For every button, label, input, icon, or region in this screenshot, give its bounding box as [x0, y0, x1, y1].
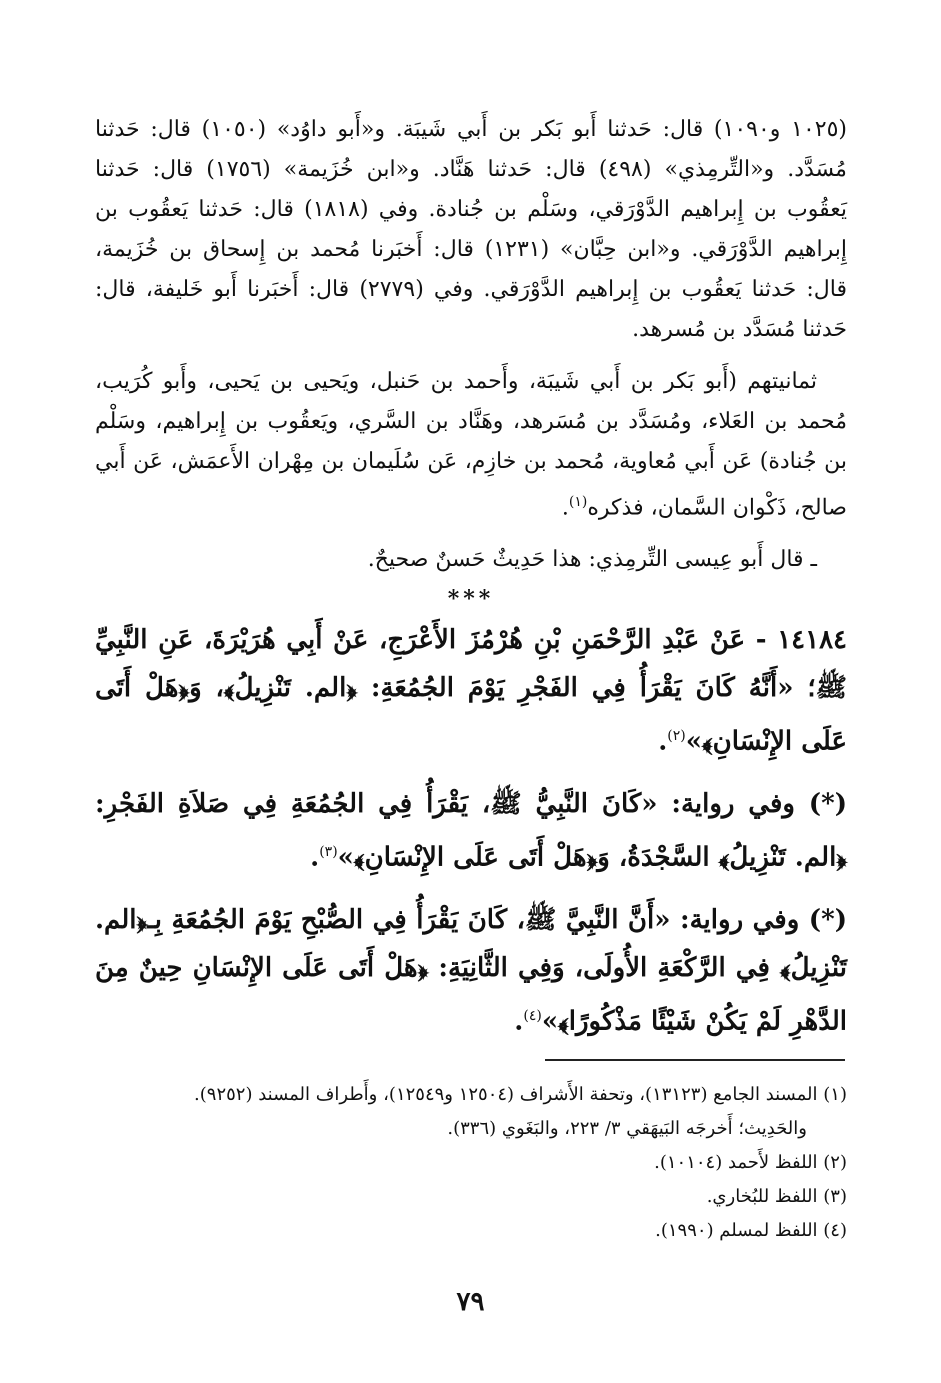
hadith-riwaya-1: (*) وفي رواية: «كَانَ النَّبِيُّ ﷺ، يَقْرَأُ فِي الجُمُعَةِ فِي صَلاَةِ الفَجْرِ: ﴿الم. تَنْزِيلُ﴾ السَّجْدَةُ، وَ﴿هَلْ أَتَى عَلَى الإِنْسَانِ﴾»$^{(٣)}$.: [95, 788, 847, 873]
tirmidhi-grading: ـ قال أَبو عِيسى التِّرمِذي: هذا حَدِيثٌ حَسنٌ صحيحٌ.: [367, 547, 817, 573]
hadith-main-text: - عَنْ عَبْدِ الرَّحْمَنِ بْنِ هُرْمُزَ الأَعْرَجِ، عَنْ أَبِي هُرَيْرَةَ، عَنِ النَّبِيِّ ﷺ؛ «أَنَّهُ كَانَ يَقْرَأُ فِي الفَجْرِ يَوْمَ الجُمُعَةِ: ﴿الم. تَنْزِيلُ﴾، وَ﴿هَلْ أَتَى عَلَى الإِنْسَانِ﴾»: [95, 625, 847, 757]
footnote-4: (٤) اللفظ لمسلم (١٩٩٠).: [655, 1220, 847, 1241]
footnote-divider: [545, 1059, 845, 1061]
hadith-main: ١٤١٨٤ - عَنْ عَبْدِ الرَّحْمَنِ بْنِ هُرْمُزَ الأَعْرَجِ، عَنْ أَبِي هُرَيْرَةَ، عَنِ النَّبِيِّ ﷺ؛ «أَنَّهُ كَانَ يَقْرَأُ فِي الفَجْرِ يَوْمَ الجُمُعَةِ: ﴿الم. تَنْزِيلُ﴾، وَ﴿هَلْ أَتَى عَلَى الإِنْسَانِ﴾»$^{(٢)}$.: [95, 625, 848, 757]
footnotes: [95, 1078, 847, 1248]
footnote-1: (١) المسند الجامع (١٣١٢٣)، وتحفة الأَشراف (١٢٥٠٤ و١٢٥٤٩)، وأَطراف المسند (٩٢٥٢).: [194, 1084, 847, 1105]
paragraph-narrators: ثمانيتهم (أَبو بَكر بن أَبي شَيبَة، وأَحمد بن حَنبل، ويَحيى بن يَحيى، وأَبو كُرَيب، مُحمد بن العَلاء، ومُسَدَّد بن مُسَرهد، وهَنَّاد بن السَّري، ويَعقُوب بن إِبراهيم، وسَلْم بن جُنادة) عَن أَبي مُعاوية، مُحمد بن خازِم، عَن سُلَيمان بن مِهْران الأَعمَش، عَن أَبي صالح، ذَكْوان السَّمان، فذكره$^{(١)}$.: [95, 369, 847, 521]
footnote-2: (٢) اللفظ لأَحمد (١٠١٠٤).: [654, 1152, 847, 1173]
riwaya-1-text: (*) وفي رواية: «كَانَ النَّبِيُّ ﷺ، يَقْرَأُ فِي الجُمُعَةِ فِي صَلاَةِ الفَجْرِ: ﴿الم. تَنْزِيلُ﴾ السَّجْدَةُ، وَ﴿هَلْ أَتَى عَلَى الإِنْسَانِ﴾»: [95, 788, 847, 873]
riwaya-2-text: (*) وفي رواية: «أَنَّ النَّبِيَّ ﷺ، كَانَ يَقْرَأُ فِي الصُّبْحِ يَوْمَ الجُمُعَةِ بِـ﴿الم. تَنْزِيلُ﴾ فِي الرَّكْعَةِ الأُولَى، وَفِي الثَّانِيَةِ: ﴿هَلْ أَتَى عَلَى الإِنْسَانِ حِينٌ مِنَ الدَّهْرِ لَمْ يَكُنْ شَيْئًا مَذْكُورًا﴾»: [95, 904, 847, 1037]
footnote-ref-3: (٣): [319, 843, 338, 860]
hadith-riwaya-2: (*) وفي رواية: «أَنَّ النَّبِيَّ ﷺ، كَانَ يَقْرَأُ فِي الصُّبْحِ يَوْمَ الجُمُعَةِ بِـ﴿الم. تَنْزِيلُ﴾ فِي الرَّكْعَةِ الأُولَى، وَفِي الثَّانِيَةِ: ﴿هَلْ أَتَى عَلَى الإِنْسَانِ حِينٌ مِنَ الدَّهْرِ لَمْ يَكُنْ شَيْئًا مَذْكُورًا﴾»$^{(٤)}$.: [95, 904, 847, 1037]
section-separator: ***: [447, 586, 495, 613]
paragraph-sources-text: (١٠٢٥ و١٠٩٠) قال: حَدثنا أَبو بَكر بن أَبي شَيبَة. و«أَبو داوُد» (١٠٥٠) قال: حَدثنا مُسَدَّد. و«التِّرمِذي» (٤٩٨) قال: حَدثنا هَنَّاد. و«ابن خُزَيمة» (١٧٥٦) قال: حَدثنا يَعقُوب بن إِبراهيم الدَّوْرَقي، وسَلْم بن جُنادة. وفي (١٨١٨) قال: حَدثنا يَعقُوب بن إِبراهيم الدَّوْرَقي. و«ابن حِبَّان» (١٢٣١) قال: أَخبَرنا مُحمد بن إِسحاق بن خُزَيمة، قال: حَدثنا يَعقُوب بن إِبراهيم الدَّوْرَقي. وفي (٢٧٧٩) قال: أَخبَرنا أَبو خَليفة، قال: حَدثنا مُسَدَّد بن مُسرهد.: [95, 117, 847, 342]
footnote-1-continued: والحَدِيث؛ أَخرجَه البَيهَقي ٣/ ٢٢٣، والبَغَوي (٣٣٦).: [447, 1118, 807, 1139]
footnote-ref-4: (٤): [523, 1007, 542, 1024]
page-number: ٧٩: [456, 1287, 485, 1317]
hadith-number: ١٤١٨٤: [777, 625, 848, 656]
footnote-ref-2: (٢): [667, 728, 686, 745]
paragraph-narrators-text: ثمانيتهم (أَبو بَكر بن أَبي شَيبَة، وأَحمد بن حَنبل، ويَحيى بن يَحيى، وأَبو كُرَيب، مُحمد بن العَلاء، ومُسَدَّد بن مُسَرهد، وهَنَّاد بن السَّري، ويَعقُوب بن إِبراهيم، وسَلْم بن جُنادة) عَن أَبي مُعاوية، مُحمد بن خازِم، عَن سُلَيمان بن مِهْران الأَعمَش، عَن أَبي صالح، ذَكْوان السَّمان، فذكره: [95, 369, 847, 521]
paragraph-sources: [95, 110, 847, 350]
footnote-3: (٣) اللفظ للبُخاري.: [706, 1186, 847, 1207]
page-body: [95, 110, 847, 1045]
footnote-ref-1: (١): [568, 494, 588, 510]
